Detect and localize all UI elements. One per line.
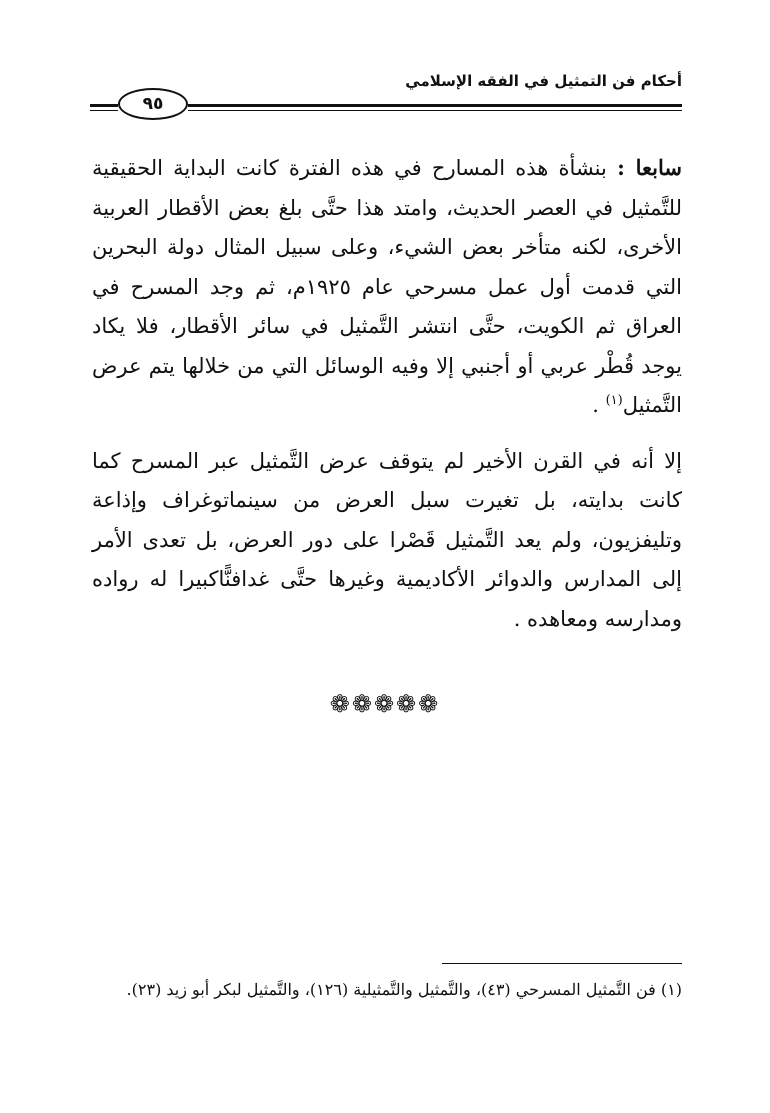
- paragraph-lead: سابعا :: [617, 155, 683, 180]
- running-header-title: أحكام فن التمثيل في الفقه الإسلامي: [405, 72, 682, 90]
- footnote: (١) فن التَّمثيل المسرحي (٤٣)، والتَّمثيل والتَّمثيلية (١٢٦)، والتَّمثيل لبكر أبو زيد (٢٣).: [126, 980, 682, 999]
- footnote-reference[interactable]: (١): [605, 393, 623, 408]
- paragraph: إلا أنه في القرن الأخير لم يتوقف عرض التَّمثيل عبر المسرح كما كانت بدايته، بل تغيرت سبل العرض من سينماتوغراف وإذاعة وتليفزيون، ولم يعد التَّمثيل قَصْرا على دور العرض، بل تعدى الأمر إلى المدارس والدوائر الأكاديمية وغيرها حتَّى غدافنًّاكبيرا له رواده ومدارسه ومعاهده .: [92, 448, 682, 631]
- section-ornament: ❁❁❁❁❁: [329, 690, 441, 718]
- paragraph-end: .: [592, 393, 606, 417]
- page-number: ٩٥: [118, 88, 188, 120]
- footnote-separator: [442, 963, 682, 964]
- body-text: [92, 148, 682, 639]
- paragraph: [92, 148, 682, 426]
- header-rule-short: [90, 104, 118, 107]
- header-rule: [188, 104, 682, 107]
- paragraph-text: بنشأة هذه المسارح في هذه الفترة كانت البداية الحقيقية للتَّمثيل في العصر الحديث، وامتد هذا حتَّى بلغ بعض الأقطار العربية الأخرى، لكنه متأخر بعض الشيء، وعلى سبيل المثال دولة البحرين التي قدمت أول عمل مسرحي عام ١٩٢٥م، ثم وجد المسرح في العراق ثم الكويت، حتَّى انتشر التَّمثيل في سائر الأقطار، فلا يكاد يوجد قُطْر عربي أو أجنبي إلا وفيه الوسائل التي من خلالها يتم عرض التَّمثيل: [92, 156, 682, 417]
